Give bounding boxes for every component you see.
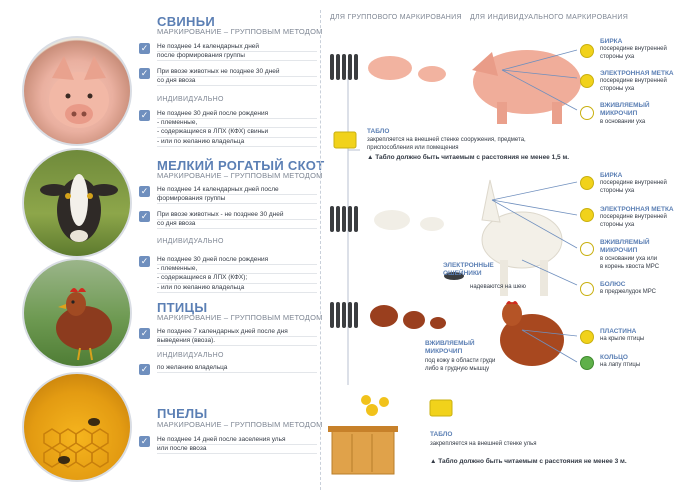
tag-icon <box>580 44 594 58</box>
goat-mark-3-title: ВЖИВЛЯЕМЫЙ МИКРОЧИП <box>600 239 650 254</box>
tablo2-warning: ▲ Табло должно быть читаемым с расстояния не менее 3 м. <box>430 458 627 465</box>
pig-illustration <box>24 38 132 146</box>
bees-subtitle: МАРКИРОВАНИЕ – ГРУППОВЫМ МЕТОДОМ <box>157 420 323 429</box>
goat-photo <box>22 148 132 258</box>
bees-title: ПЧЕЛЫ <box>157 406 208 421</box>
birds-individual-item: по желанию владельца <box>157 364 317 373</box>
mrs-title: МЕЛКИЙ РОГАТЫЙ СКОТ <box>157 158 325 173</box>
electronic-tag-icon <box>580 74 594 88</box>
bees-item-1: Не позднее 14 дней после заселения улья или после ввоза <box>157 436 317 454</box>
tablo1-warning: ▲ Табло должно быть читаемым с расстояния не менее 1,5 м. <box>367 154 570 161</box>
ring-icon <box>580 356 594 370</box>
chicken-photo <box>22 258 132 368</box>
goat-mark-1-title: БИРКА <box>600 172 623 179</box>
pig-mark-3-title: ВЖИВЛЯЕМЫЙ МИКРОЧИП <box>600 102 650 117</box>
mrs-item-1: Не позднее 14 календарных дней после формирования группы <box>157 186 317 204</box>
check-icon: ✓ <box>140 186 149 196</box>
check-icon: ✓ <box>140 328 149 338</box>
check-icon: ✓ <box>140 211 149 221</box>
goat-illustration <box>24 150 132 258</box>
birds-item-1: Не позднее 7 календарных дней после дня выведения (ввоза). <box>157 328 317 346</box>
microchip-icon <box>580 106 594 120</box>
pigs-title: СВИНЬИ <box>157 14 215 29</box>
goat-mark-2-title: ЭЛЕКТРОННАЯ МЕТКА <box>600 206 674 213</box>
pigs-individual-item: Не позднее 30 дней после рождения - племенные, - содержащиеся в ЛПХ (КФХ) свиньи - или по желанию владельца <box>157 110 317 147</box>
tablo2-title: ТАБЛО <box>430 431 453 438</box>
pigs-individual-label: ИНДИВИДУАЛЬНО <box>157 96 224 103</box>
goat-mark-4-desc: в преджелудок МРС <box>600 289 656 295</box>
birds-subtitle: МАРКИРОВАНИЕ – ГРУППОВЫМ МЕТОДОМ <box>157 313 323 322</box>
tablo2-desc: закрепляется на внешней стенке улья <box>430 441 537 447</box>
tag-icon <box>580 176 594 190</box>
collar-title: ЭЛЕКТРОННЫЕ ОШЕЙНИКИ <box>443 262 494 277</box>
column-divider <box>320 10 321 490</box>
mrs-subtitle: МАРКИРОВАНИЕ – ГРУППОВЫМ МЕТОДОМ <box>157 171 323 180</box>
check-icon: ✓ <box>140 256 149 266</box>
bees-photo <box>22 372 132 482</box>
tablo1-desc: закрепляется на внешней стенке сооружения, предмета, приспособления или помещения <box>367 137 526 151</box>
chicken-illustration <box>24 260 132 368</box>
pigs-subtitle: МАРКИРОВАНИЕ – ГРУППОВЫМ МЕТОДОМ <box>157 27 323 36</box>
goat-mark-3-desc: в основании уха или в корень хвоста МРС <box>600 256 660 270</box>
check-icon: ✓ <box>140 43 149 53</box>
check-icon: ✓ <box>140 364 149 374</box>
mrs-individual-item: Не позднее 30 дней после рождения - племенные, - содержащиеся в ЛПХ (КФХ); - или по желанию владельца <box>157 256 317 293</box>
pigs-item-2: При ввозе животных не позднее 30 дней со дня ввоза <box>157 68 317 86</box>
honeycomb-illustration <box>24 374 132 482</box>
pig-mark-1-title: БИРКА <box>600 38 623 45</box>
bird-mark-1-desc: на крыле птицы <box>600 336 645 342</box>
pig-mark-3-desc: в основании уха <box>600 119 646 125</box>
birds-individual-label: ИНДИВИДУАЛЬНО <box>157 352 224 359</box>
check-icon: ✓ <box>140 110 149 120</box>
chip-title: ВЖИВЛЯЕМЫЙ МИКРОЧИП <box>425 340 475 355</box>
bird-mark-1-title: ПЛАСТИНА <box>600 328 637 335</box>
pigs-item-1: Не позднее 14 календарных дней после формирования группы <box>157 43 317 61</box>
mrs-item-2: При ввозе животных - не позднее 30 дней со дня ввоза <box>157 211 317 229</box>
mrs-individual-label: ИНДИВИДУАЛЬНО <box>157 238 224 245</box>
tablo1-title: ТАБЛО <box>367 128 390 135</box>
collar-desc: надеваются на шею <box>470 284 526 290</box>
group-header: ДЛЯ ГРУППОВОГО МАРКИРОВАНИЯ <box>330 14 462 21</box>
plate-icon <box>580 330 594 344</box>
pig-mark-1-desc: посередине внутренней стороны уха <box>600 46 667 60</box>
pig-mark-2-desc: посередине внутренней стороны уха <box>600 78 667 92</box>
bolus-icon <box>580 282 594 296</box>
chip-desc: под кожу в области груди либо в грудную мышцу <box>425 358 496 372</box>
goat-mark-2-desc: посередине внутренней стороны уха <box>600 214 667 228</box>
goat-mark-4-title: БОЛЮС <box>600 281 626 288</box>
bird-mark-2-title: КОЛЬЦО <box>600 354 628 361</box>
individual-header: ДЛЯ ИНДИВИДУАЛЬНОГО МАРКИРОВАНИЯ <box>470 14 629 21</box>
pig-mark-2-title: ЭЛЕКТРОННАЯ МЕТКА <box>600 70 674 77</box>
electronic-tag-icon <box>580 208 594 222</box>
pig-photo <box>22 36 132 146</box>
check-icon: ✓ <box>140 68 149 78</box>
birds-title: ПТИЦЫ <box>157 300 208 315</box>
goat-mark-1-desc: посередине внутренней стороны уха <box>600 180 667 194</box>
bird-mark-2-desc: на лапу птицы <box>600 362 641 368</box>
microchip-icon <box>580 242 594 256</box>
check-icon: ✓ <box>140 436 149 446</box>
